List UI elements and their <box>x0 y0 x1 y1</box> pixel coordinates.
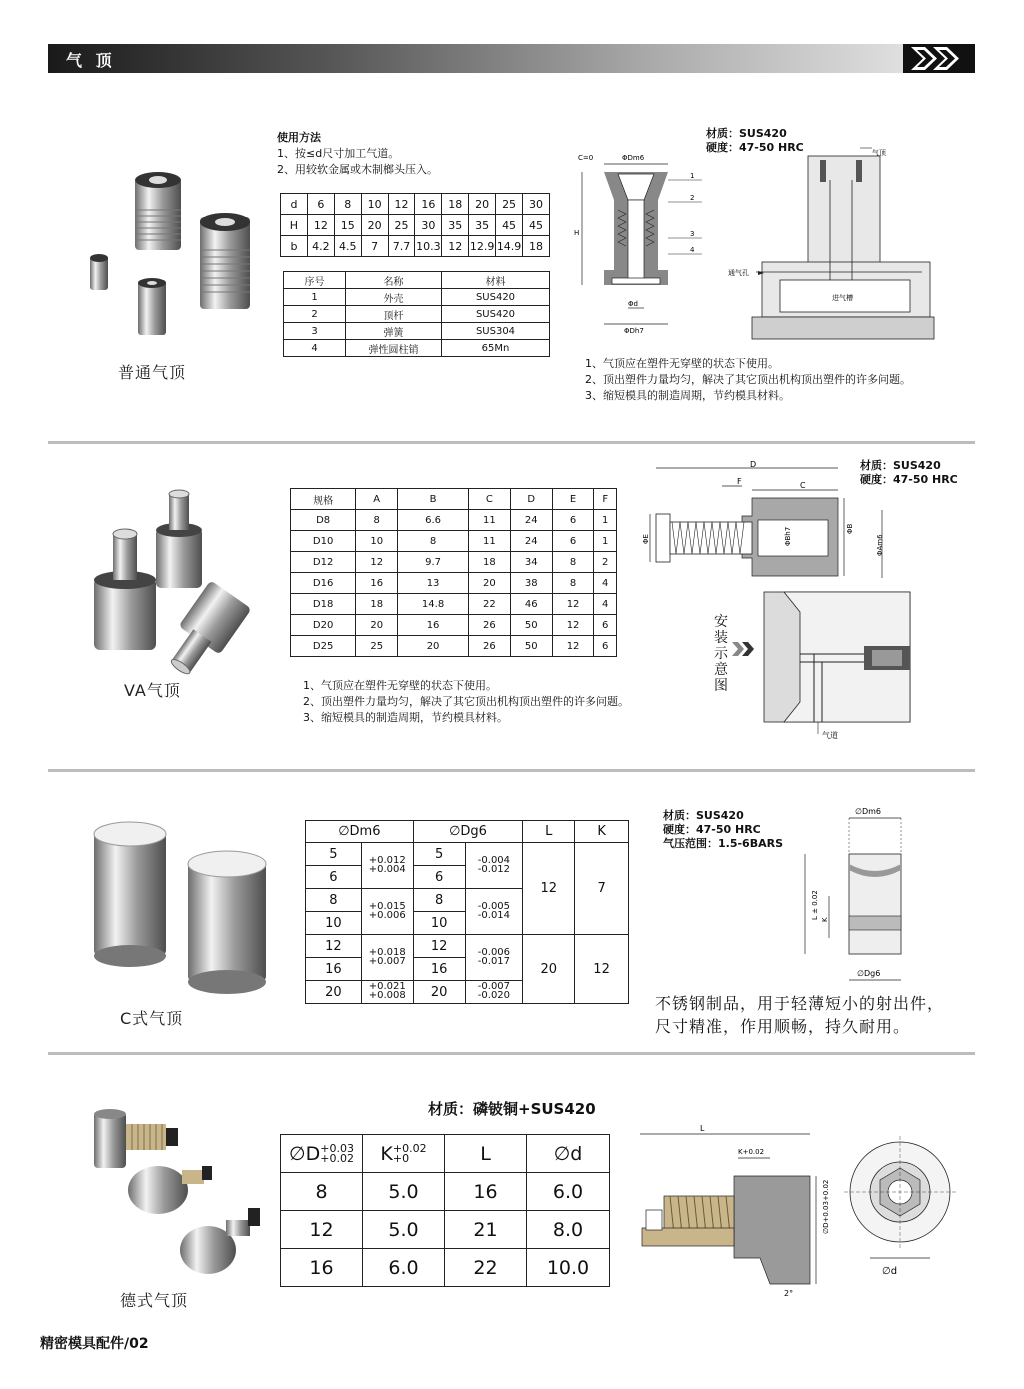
table-cell: 24 <box>510 531 552 552</box>
table-cell: 8 <box>281 1173 363 1211</box>
table-header: C <box>468 489 510 510</box>
dim-label: 通气孔 <box>728 269 749 277</box>
table-header: 材料 <box>442 272 550 289</box>
tolerance-lower: -0.017 <box>477 955 511 967</box>
table-row <box>291 594 617 615</box>
table-cell: 18 <box>442 194 469 215</box>
table-cell: 7.7 <box>388 236 415 257</box>
table-cell: D16 <box>291 573 356 594</box>
standard-air-poppet-photo <box>78 160 268 350</box>
table-row <box>291 573 617 594</box>
table-cell: 10 <box>361 194 388 215</box>
table-header: L <box>523 821 575 843</box>
table-cell: SUS304 <box>442 323 550 340</box>
table-cell: 弹性圆柱销 <box>346 340 442 357</box>
table-cell: 1 <box>594 531 617 552</box>
german-poppet-section-drawing <box>634 1118 834 1303</box>
s2-note-3: 3、缩短模具的制造周期，节约模具材料。 <box>303 711 508 724</box>
table-cell: D10 <box>291 531 356 552</box>
table-cell: D25 <box>291 636 356 657</box>
page-footer: 精密模具配件/02 <box>40 1336 149 1352</box>
table-header: K <box>575 821 629 843</box>
table-cell: H <box>281 215 308 236</box>
table-cell: 65Mn <box>442 340 550 357</box>
table-cell: 16 <box>356 573 398 594</box>
table-row <box>284 340 550 357</box>
table-header-row <box>306 821 629 843</box>
tolerance-lower: +0.007 <box>368 955 406 967</box>
standard-poppet-section-drawing <box>572 150 732 335</box>
table-cell: 12 <box>356 552 398 573</box>
tolerance-upper: +0.018 <box>368 946 406 958</box>
table-cell: 11 <box>468 510 510 531</box>
table-cell: 6 <box>594 636 617 657</box>
table-cell: 5.0 <box>363 1211 445 1249</box>
va-air-poppet-photo <box>88 482 288 682</box>
table-header: D <box>510 489 552 510</box>
table-cell: 16 <box>415 194 442 215</box>
header-d: ∅D <box>289 1142 321 1165</box>
table-cell: 50 <box>510 636 552 657</box>
table-cell: 6 <box>594 615 617 636</box>
tolerance-lower: +0.02 <box>320 1152 354 1165</box>
tolerance-cell <box>465 981 523 1004</box>
table-header: B <box>398 489 469 510</box>
table-cell: 21 <box>445 1211 527 1249</box>
callout-number: 2 <box>690 194 695 202</box>
dim-label: 2° <box>784 1289 794 1298</box>
table-cell: 12 <box>575 935 629 1004</box>
table-cell: 8 <box>334 194 361 215</box>
dim-label: K+0.02 <box>738 1148 765 1156</box>
table-row <box>306 935 629 958</box>
table-cell: 20 <box>361 215 388 236</box>
dimension-table <box>280 193 550 257</box>
table-cell: 20 <box>356 615 398 636</box>
table-cell: 5 <box>306 843 362 866</box>
table-cell: 38 <box>510 573 552 594</box>
tolerance-cell <box>361 981 413 1004</box>
dim-label: F <box>737 477 742 486</box>
table-cell: 13 <box>398 573 469 594</box>
table-cell: 12.9 <box>469 236 496 257</box>
table-cell: 顶杆 <box>346 306 442 323</box>
dim-label: ΦE <box>642 534 650 544</box>
table-cell: D8 <box>291 510 356 531</box>
table-cell: 6 <box>552 531 594 552</box>
table-cell: 11 <box>468 531 510 552</box>
table-header: 规格 <box>291 489 356 510</box>
section4-caption: 德式气顶 <box>120 1291 189 1310</box>
table-cell: 8 <box>398 531 469 552</box>
table-cell: 5.0 <box>363 1173 445 1211</box>
tolerance-cell <box>361 843 413 889</box>
table-cell: 12 <box>388 194 415 215</box>
table-cell: 2 <box>284 306 346 323</box>
table-row <box>306 843 629 866</box>
table-cell: 16 <box>281 1249 363 1287</box>
table-cell: 6 <box>552 510 594 531</box>
tolerance-lower: +0.008 <box>368 990 406 1001</box>
callout-number: 1 <box>690 172 695 180</box>
s2-material: 材质：SUS420 <box>860 459 941 472</box>
table-cell: 16 <box>445 1173 527 1211</box>
table-cell: 4 <box>594 594 617 615</box>
table-cell: 20 <box>468 573 510 594</box>
dim-label: L ± 0.02 <box>811 890 819 920</box>
table-cell: 4.2 <box>307 236 334 257</box>
table-cell: 20 <box>413 981 465 1004</box>
chevron-right-icon <box>903 44 975 73</box>
tolerance-upper: +0.02 <box>392 1142 427 1155</box>
table-cell: SUS420 <box>442 289 550 306</box>
table-row <box>281 194 550 215</box>
s3-hardness: 硬度：47-50 HRC <box>663 823 761 836</box>
tolerance-lower: -0.020 <box>477 990 511 1001</box>
table-cell: SUS420 <box>442 306 550 323</box>
table-cell: 6 <box>413 866 465 889</box>
table-cell: 8 <box>356 510 398 531</box>
tolerance-upper: +0.012 <box>368 854 406 866</box>
header-k: K <box>380 1142 393 1165</box>
s3-material: 材质：SUS420 <box>663 809 744 822</box>
table-header: 名称 <box>346 272 442 289</box>
tolerance-upper: -0.007 <box>477 981 511 992</box>
standard-poppet-mold-drawing <box>712 150 942 345</box>
table-cell: 14.8 <box>398 594 469 615</box>
table-row <box>281 1173 610 1211</box>
table-row <box>281 1249 610 1287</box>
table-cell: 20 <box>523 935 575 1004</box>
callout-number: 3 <box>690 230 695 238</box>
table-header: ∅Dg6 <box>413 821 523 843</box>
table-row <box>291 615 617 636</box>
table-header: E <box>552 489 594 510</box>
usage-title: 使用方法 <box>277 131 321 144</box>
s3-description-1: 不锈钢制品，用于轻薄短小的射出件， <box>655 994 945 1013</box>
table-row <box>281 1211 610 1249</box>
table-row <box>291 552 617 573</box>
tolerance-lower: +0 <box>392 1152 410 1165</box>
table-cell: 30 <box>415 215 442 236</box>
table-cell: 8 <box>413 889 465 912</box>
table-cell: 4 <box>594 573 617 594</box>
table-row <box>284 306 550 323</box>
install-diagram-label: 安装示意图 <box>714 614 728 694</box>
table-cell: 8 <box>552 573 594 594</box>
s1-material: 材质：SUS420 <box>706 127 787 140</box>
table-cell: 3 <box>284 323 346 340</box>
s2-hardness: 硬度：47-50 HRC <box>860 473 958 486</box>
tolerance-cell <box>361 889 413 935</box>
table-cell: d <box>281 194 308 215</box>
table-cell: 6.0 <box>527 1173 610 1211</box>
c-type-section-drawing <box>785 800 905 990</box>
table-cell: 6.6 <box>398 510 469 531</box>
table-cell: 26 <box>468 615 510 636</box>
parts-table <box>283 271 550 357</box>
table-cell: 16 <box>413 958 465 981</box>
section2-caption: VA气顶 <box>124 681 181 700</box>
usage-line-1: 1、按≤d尺寸加工气道。 <box>277 147 400 160</box>
tolerance-upper: -0.004 <box>477 854 511 866</box>
table-cell: 25 <box>388 215 415 236</box>
tolerance-cell <box>361 935 413 981</box>
dim-label: 气顶 <box>872 148 886 157</box>
dim-label: ∅D+0.03+0.02 <box>822 1179 830 1234</box>
table-cell: D20 <box>291 615 356 636</box>
callout-number: 4 <box>690 246 695 254</box>
table-header-row <box>281 1135 610 1173</box>
table-cell: 45 <box>523 215 550 236</box>
table-cell: 12 <box>413 935 465 958</box>
dim-label: C <box>800 481 806 490</box>
dim-label: 进气槽 <box>832 294 853 302</box>
table-cell: 26 <box>468 636 510 657</box>
table-row <box>281 236 550 257</box>
table-cell: 50 <box>510 615 552 636</box>
table-header: ∅Dm6 <box>306 821 414 843</box>
table-cell: 12 <box>307 215 334 236</box>
s1-note-1: 1、气顶应在塑件无穿壁的状态下使用。 <box>585 357 779 370</box>
table-cell: 20 <box>469 194 496 215</box>
section-divider <box>48 1052 975 1055</box>
tolerance-upper: -0.005 <box>477 900 511 912</box>
dim-label: ΦDh7 <box>624 327 644 335</box>
tolerance-cell <box>465 889 523 935</box>
tolerance-lower: -0.012 <box>477 863 511 875</box>
tolerance-lower: +0.004 <box>368 863 406 875</box>
table-header-row <box>291 489 617 510</box>
dim-label: 气道 <box>822 731 838 740</box>
table-cell: 10.3 <box>415 236 442 257</box>
table-header-row <box>284 272 550 289</box>
c-type-air-poppet-photo <box>88 812 278 1002</box>
va-spec-table <box>290 488 617 657</box>
tolerance-upper: +0.015 <box>368 900 406 912</box>
table-cell: 12 <box>552 594 594 615</box>
table-header: 序号 <box>284 272 346 289</box>
section1-caption: 普通气顶 <box>118 363 187 382</box>
table-row <box>284 323 550 340</box>
tolerance-upper: -0.006 <box>477 946 511 958</box>
s1-hardness: 硬度：47-50 HRC <box>706 141 804 154</box>
table-cell: 16 <box>306 958 362 981</box>
table-cell: 22 <box>445 1249 527 1287</box>
table-cell: 8.0 <box>527 1211 610 1249</box>
s3-description-2: 尺寸精准，作用顺畅，持久耐用。 <box>655 1017 911 1036</box>
dim-label: C=0 <box>578 154 594 162</box>
table-cell: 45 <box>496 215 523 236</box>
table-cell: 9.7 <box>398 552 469 573</box>
german-poppet-end-view <box>838 1128 968 1278</box>
table-header: L <box>445 1135 527 1173</box>
table-cell: 35 <box>469 215 496 236</box>
table-cell: b <box>281 236 308 257</box>
table-cell: 25 <box>496 194 523 215</box>
table-cell: 8 <box>552 552 594 573</box>
table-cell: 46 <box>510 594 552 615</box>
table-cell: 10 <box>356 531 398 552</box>
s4-material: 材质：磷铍铜+SUS420 <box>428 1100 596 1118</box>
header-bar <box>48 44 975 73</box>
table-cell: 12 <box>306 935 362 958</box>
va-am6-label <box>850 500 890 580</box>
german-air-poppet-photo <box>88 1100 278 1280</box>
section-divider <box>48 441 975 444</box>
table-cell: 7 <box>361 236 388 257</box>
tolerance-cell <box>465 935 523 981</box>
dim-label: ∅Dm6 <box>855 807 882 816</box>
table-cell: 2 <box>594 552 617 573</box>
table-cell: 6 <box>307 194 334 215</box>
table-cell: 18 <box>468 552 510 573</box>
table-row <box>284 289 550 306</box>
s2-note-2: 2、顶出塑件力量均匀，解决了其它顶出机构顶出塑件的许多问题。 <box>303 695 629 708</box>
dim-label: D <box>750 460 757 469</box>
dim-label: ∅d <box>882 1266 898 1277</box>
table-cell: 1 <box>284 289 346 306</box>
table-cell: 20 <box>306 981 362 1004</box>
va-poppet-section-drawing <box>632 458 852 583</box>
table-cell: 10.0 <box>527 1249 610 1287</box>
dim-label: ΦB <box>846 523 854 534</box>
s1-note-2: 2、顶出塑件力量均匀，解决了其它顶出机构顶出塑件的许多问题。 <box>585 373 911 386</box>
dim-label: ∅Dg6 <box>857 969 881 978</box>
table-cell: 18 <box>356 594 398 615</box>
table-header <box>281 1135 363 1173</box>
tolerance-upper: +0.03 <box>320 1142 354 1155</box>
table-cell: 6 <box>306 866 362 889</box>
s2-note-1: 1、气顶应在塑件无穿壁的状态下使用。 <box>303 679 497 692</box>
usage-line-2: 2、用较软金属或木制榔头压入。 <box>277 163 438 176</box>
tolerance-lower: -0.014 <box>477 909 511 921</box>
table-cell: 14.9 <box>496 236 523 257</box>
table-cell: 6.0 <box>363 1249 445 1287</box>
chevron-right-icon <box>730 638 762 660</box>
german-spec-table <box>280 1134 610 1287</box>
section-divider <box>48 769 975 772</box>
table-cell: 15 <box>334 215 361 236</box>
table-cell: 外壳 <box>346 289 442 306</box>
table-row <box>291 531 617 552</box>
dim-label: H <box>574 229 580 237</box>
table-cell: 10 <box>306 912 362 935</box>
dim-label: ΦAm6 <box>876 534 884 556</box>
table-cell: 弹簧 <box>346 323 442 340</box>
table-cell: 22 <box>468 594 510 615</box>
table-cell: D12 <box>291 552 356 573</box>
table-row <box>291 636 617 657</box>
table-cell: 7 <box>575 843 629 935</box>
table-cell: 12 <box>442 236 469 257</box>
table-header: A <box>356 489 398 510</box>
table-cell: 18 <box>523 236 550 257</box>
table-cell: 34 <box>510 552 552 573</box>
table-cell: 24 <box>510 510 552 531</box>
table-cell: 10 <box>413 912 465 935</box>
table-cell: D18 <box>291 594 356 615</box>
table-row <box>281 215 550 236</box>
tolerance-lower: +0.006 <box>368 909 406 921</box>
table-cell: 12 <box>523 843 575 935</box>
dim-label: ΦBh7 <box>784 526 792 546</box>
s3-pressure: 气压范围：1.5-6BARS <box>663 837 783 850</box>
table-cell: 4.5 <box>334 236 361 257</box>
table-cell: 12 <box>281 1211 363 1249</box>
tolerance-upper: +0.021 <box>368 981 406 992</box>
table-cell: 16 <box>398 615 469 636</box>
table-cell: 12 <box>552 636 594 657</box>
c-type-spec-table <box>305 820 629 1004</box>
table-header: F <box>594 489 617 510</box>
section3-caption: C式气顶 <box>120 1009 184 1028</box>
table-cell: 20 <box>398 636 469 657</box>
table-row <box>291 510 617 531</box>
table-cell: 4 <box>284 340 346 357</box>
table-cell: 5 <box>413 843 465 866</box>
table-cell: 35 <box>442 215 469 236</box>
s1-note-3: 3、缩短模具的制造周期，节约模具材料。 <box>585 389 790 402</box>
table-cell: 12 <box>552 615 594 636</box>
dim-label: Φd <box>628 300 638 308</box>
dim-label: L <box>700 1124 705 1133</box>
dim-label: K <box>821 917 829 922</box>
table-cell: 8 <box>306 889 362 912</box>
table-cell: 30 <box>523 194 550 215</box>
table-header <box>363 1135 445 1173</box>
table-cell: 25 <box>356 636 398 657</box>
dim-label: ΦDm6 <box>622 154 645 162</box>
va-install-drawing <box>764 592 912 742</box>
table-header: ∅d <box>527 1135 610 1173</box>
tolerance-cell <box>465 843 523 889</box>
page-title: 气 顶 <box>66 51 116 70</box>
table-cell: 1 <box>594 510 617 531</box>
